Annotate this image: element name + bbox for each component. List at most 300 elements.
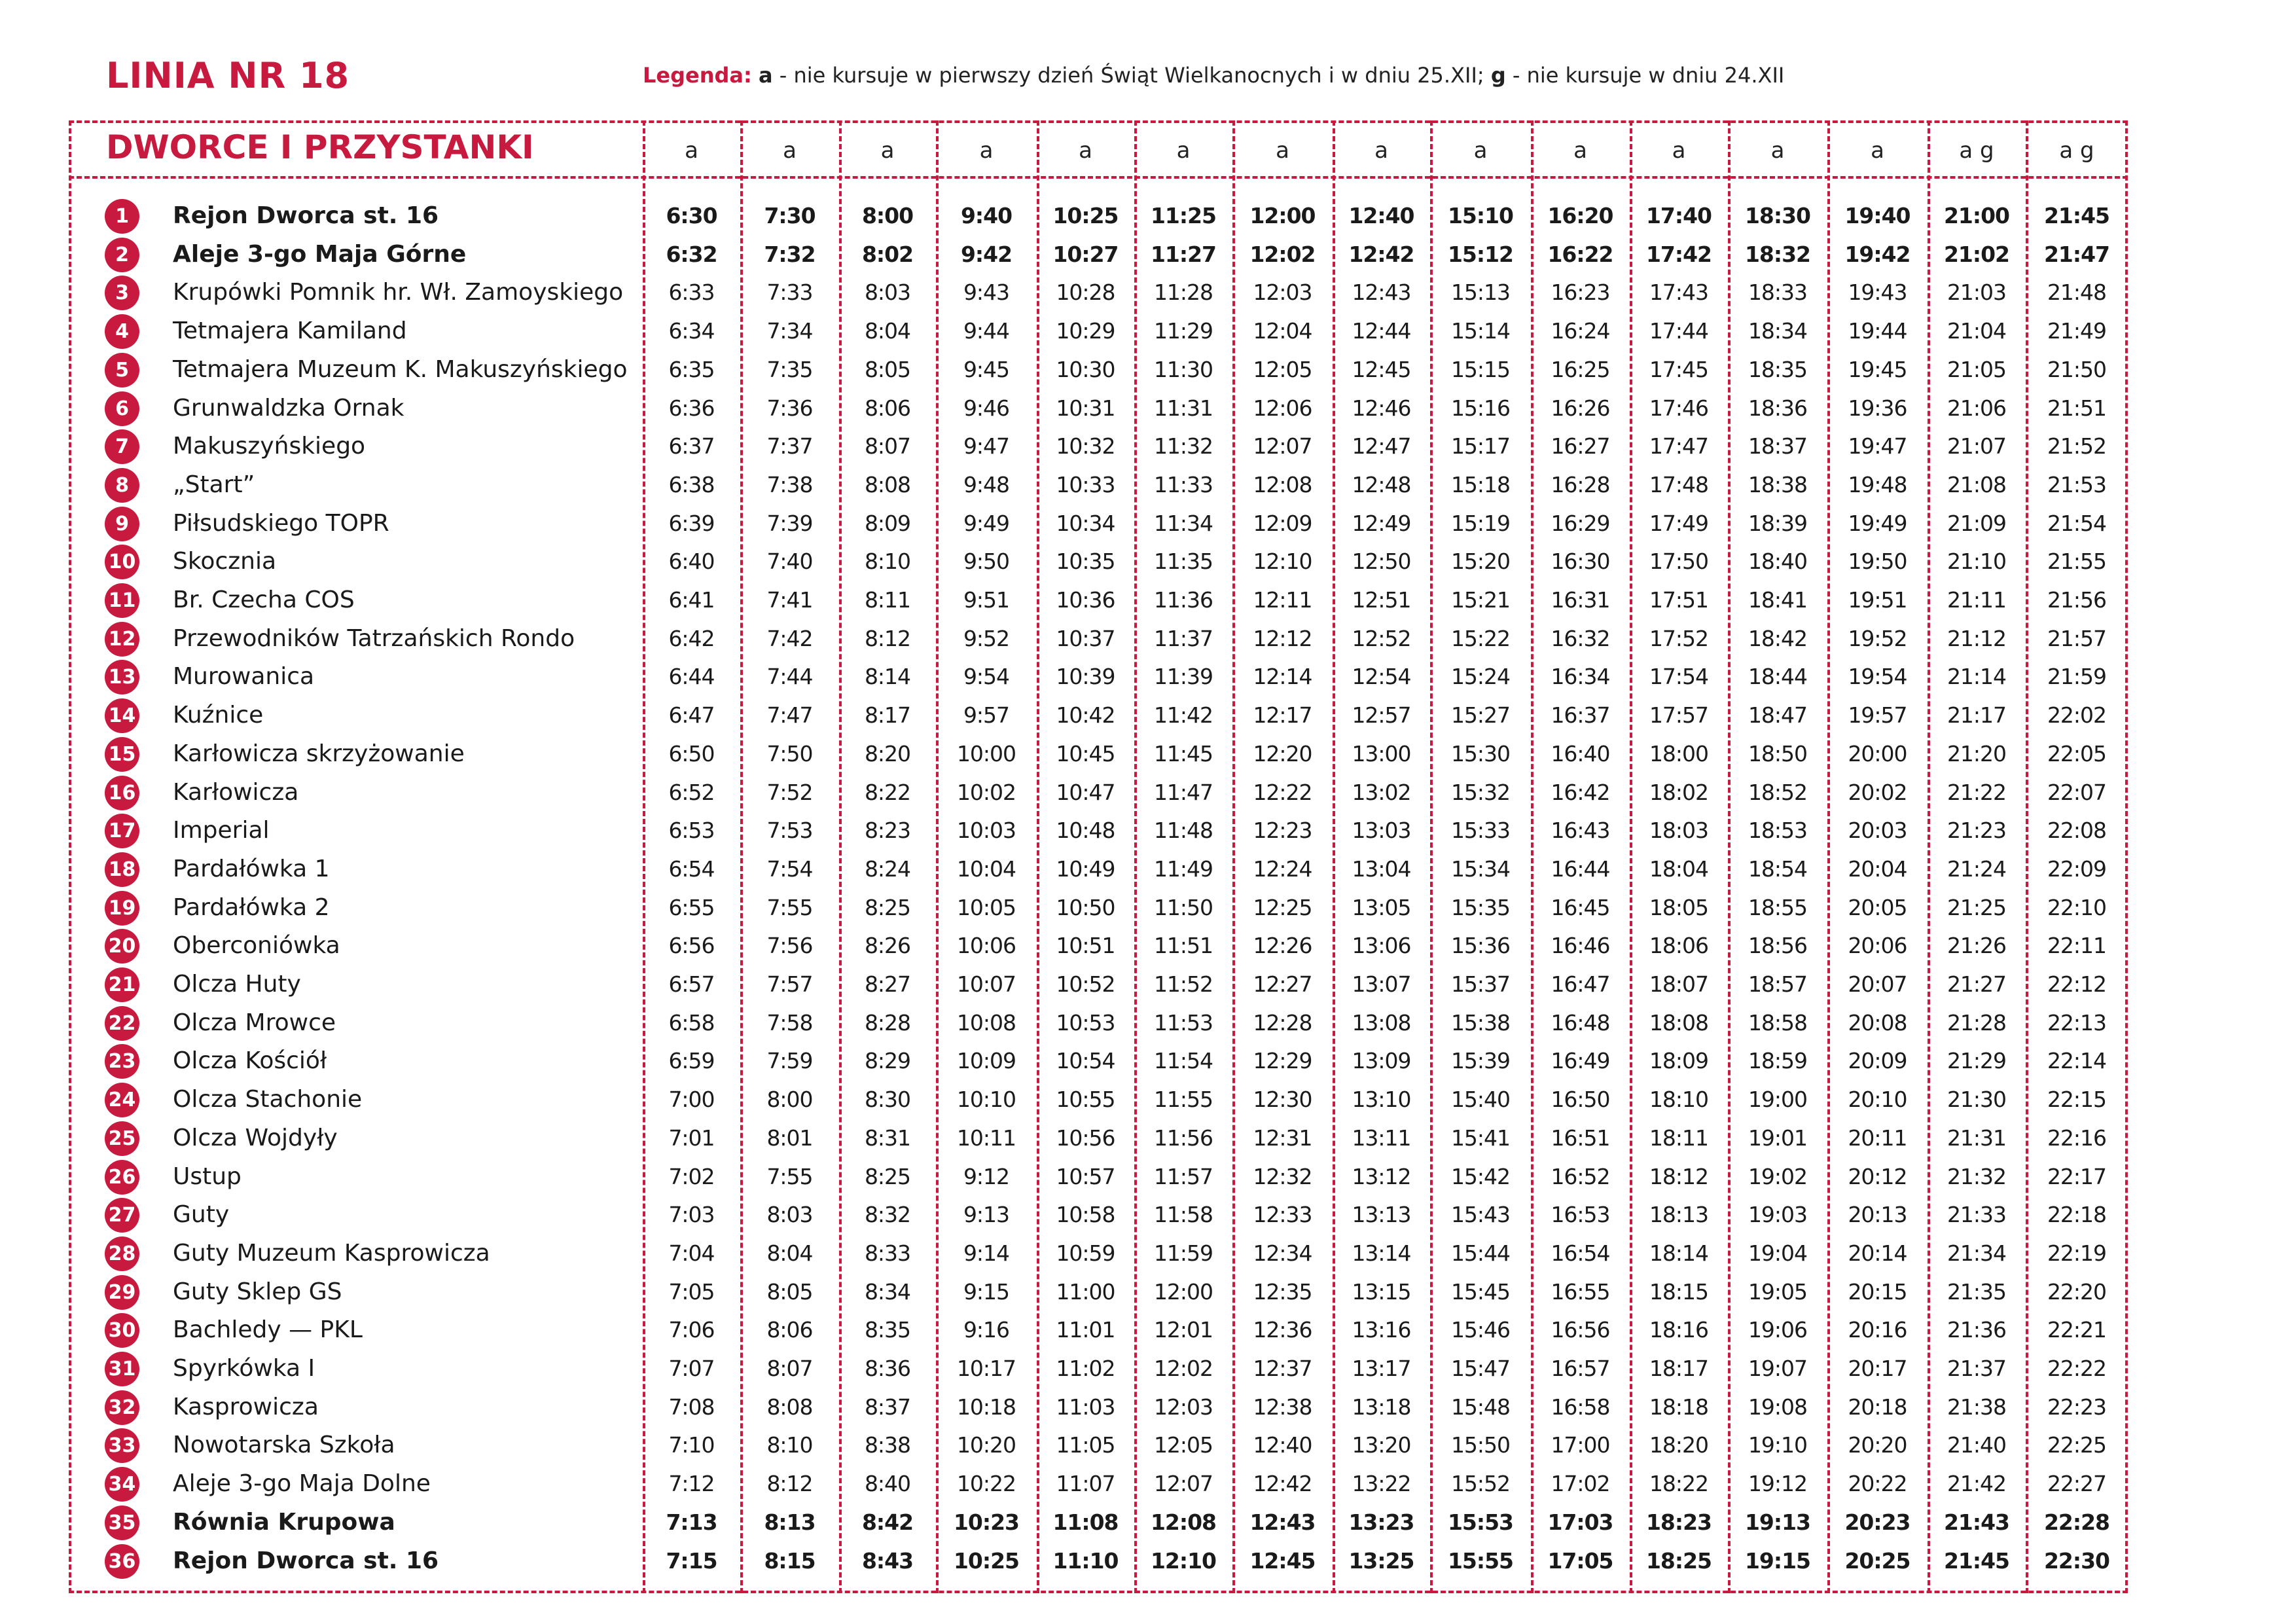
departure-time: 11:53 xyxy=(1153,1009,1213,1036)
departure-time: 12:10 xyxy=(1150,1547,1217,1574)
departure-time: 21:03 xyxy=(1946,280,2007,306)
departure-time: 9:47 xyxy=(963,433,1010,460)
stop-name: Olcza Stachonie xyxy=(173,1086,363,1113)
departure-time: 17:05 xyxy=(1547,1547,1613,1574)
departure-time: 8:31 xyxy=(864,1125,911,1151)
departure-time: 15:40 xyxy=(1450,1087,1511,1113)
departure-time: 15:46 xyxy=(1450,1317,1511,1343)
departure-time: 11:55 xyxy=(1153,1087,1213,1113)
departure-time: 19:06 xyxy=(1748,1317,1808,1343)
departure-time: 12:54 xyxy=(1352,664,1411,690)
departure-time: 13:04 xyxy=(1352,856,1411,882)
departure-time: 22:13 xyxy=(2047,1009,2107,1036)
departure-time: 7:34 xyxy=(766,318,813,344)
legend xyxy=(643,63,1784,88)
stop-number-badge: 27 xyxy=(105,1198,139,1233)
departure-time: 9:54 xyxy=(963,664,1010,690)
departure-time: 8:09 xyxy=(864,510,911,536)
departure-time: 21:49 xyxy=(2047,318,2107,344)
stop-number-badge: 16 xyxy=(105,776,139,810)
departure-time: 20:22 xyxy=(1848,1471,1907,1497)
departure-time: 21:55 xyxy=(2047,549,2107,575)
departure-time: 10:34 xyxy=(1056,510,1115,536)
departure-time: 18:20 xyxy=(1649,1432,1709,1458)
departure-time: 11:08 xyxy=(1052,1509,1119,1535)
departure-time: 10:47 xyxy=(1056,779,1115,805)
departure-time: 13:12 xyxy=(1352,1163,1411,1189)
departure-time: 16:28 xyxy=(1551,471,1610,497)
departure-time: 18:06 xyxy=(1649,933,1709,959)
departure-time: 15:16 xyxy=(1450,395,1511,421)
table-row xyxy=(0,1350,2296,1388)
stop-name: Rejon Dworca st. 16 xyxy=(173,1547,439,1574)
departure-time: 18:34 xyxy=(1748,318,1808,344)
stop-number-badge: 15 xyxy=(105,737,139,772)
departure-time: 10:58 xyxy=(1056,1202,1115,1228)
departure-time: 21:38 xyxy=(1946,1394,2007,1420)
departure-time: 16:40 xyxy=(1551,740,1610,767)
departure-time: 12:12 xyxy=(1253,625,1312,651)
departure-time: 17:54 xyxy=(1649,664,1709,690)
stop-name: Równia Krupowa xyxy=(173,1508,395,1536)
departure-time: 11:03 xyxy=(1056,1394,1115,1420)
departure-time: 12:35 xyxy=(1253,1278,1312,1305)
departure-time: 21:17 xyxy=(1946,702,2007,729)
departure-time: 7:47 xyxy=(766,702,813,729)
table-row xyxy=(0,389,2296,427)
departure-time: 10:17 xyxy=(956,1356,1016,1381)
column-divider xyxy=(1928,120,1930,1593)
departure-time: 21:35 xyxy=(1946,1278,2007,1305)
departure-time: 18:40 xyxy=(1748,549,1808,575)
departure-time: 16:22 xyxy=(1547,241,1613,267)
stop-number-badge: 36 xyxy=(105,1544,139,1579)
departure-time: 19:04 xyxy=(1748,1240,1808,1266)
departure-time: 11:50 xyxy=(1153,894,1213,920)
column-divider xyxy=(740,120,743,1593)
departure-time: 7:07 xyxy=(668,1356,715,1381)
departure-time: 7:44 xyxy=(766,664,813,690)
departure-time: 10:50 xyxy=(1056,894,1115,920)
departure-time: 22:09 xyxy=(2047,856,2107,882)
departure-time: 6:55 xyxy=(668,894,715,920)
stop-number-badge: 32 xyxy=(105,1390,139,1425)
departure-time: 11:29 xyxy=(1153,318,1213,344)
departure-time: 7:39 xyxy=(766,510,813,536)
departure-time: 8:29 xyxy=(864,1048,911,1074)
departure-time: 22:07 xyxy=(2047,779,2107,805)
departure-time: 9:48 xyxy=(963,471,1010,497)
departure-time: 16:43 xyxy=(1551,818,1610,844)
stop-name: Guty xyxy=(173,1201,230,1229)
departure-time: 16:23 xyxy=(1551,280,1610,306)
departure-time: 20:11 xyxy=(1848,1125,1907,1151)
departure-time: 10:30 xyxy=(1056,356,1115,382)
departure-time: 16:42 xyxy=(1551,779,1610,805)
departure-time: 18:53 xyxy=(1748,818,1808,844)
departure-time: 12:29 xyxy=(1253,1048,1312,1074)
departure-time: 7:05 xyxy=(668,1278,715,1305)
stop-name: Przewodników Tatrzańskich Rondo xyxy=(173,624,575,652)
table-row xyxy=(0,505,2296,543)
departure-time: 15:10 xyxy=(1447,203,1514,228)
table-row xyxy=(0,1196,2296,1234)
departure-time: 7:04 xyxy=(668,1240,715,1266)
departure-time: 13:05 xyxy=(1352,894,1411,920)
departure-time: 16:48 xyxy=(1551,1009,1610,1036)
departure-time: 8:17 xyxy=(864,702,911,729)
departure-time: 21:05 xyxy=(1946,356,2007,382)
departure-time: 6:38 xyxy=(668,471,715,497)
departure-time: 22:05 xyxy=(2047,740,2107,767)
departure-time: 20:09 xyxy=(1848,1048,1907,1074)
departure-time: 12:42 xyxy=(1348,241,1414,267)
stop-name: Olcza Wojdyły xyxy=(173,1124,338,1151)
departure-time: 20:12 xyxy=(1848,1163,1907,1189)
departure-time: 16:47 xyxy=(1551,971,1610,997)
departure-time: 15:18 xyxy=(1450,471,1511,497)
stop-number-badge: 3 xyxy=(105,276,139,310)
departure-time: 16:24 xyxy=(1551,318,1610,344)
departure-time: 18:17 xyxy=(1649,1356,1709,1381)
column-divider xyxy=(936,120,939,1593)
departure-time: 12:57 xyxy=(1352,702,1411,729)
departure-time: 11:54 xyxy=(1153,1048,1213,1074)
departure-time: 10:09 xyxy=(956,1048,1016,1074)
departure-time: 8:07 xyxy=(864,433,911,460)
table-row xyxy=(0,696,2296,734)
departure-time: 8:10 xyxy=(864,549,911,575)
departure-time: 15:42 xyxy=(1450,1163,1511,1189)
departure-time: 12:04 xyxy=(1253,318,1312,344)
departure-time: 7:33 xyxy=(766,280,813,306)
departure-time: 6:37 xyxy=(668,433,715,460)
departure-time: 13:08 xyxy=(1352,1009,1411,1036)
table-row xyxy=(0,1388,2296,1426)
departure-time: 17:00 xyxy=(1551,1432,1610,1458)
departure-time: 15:20 xyxy=(1450,549,1511,575)
departure-time: 19:10 xyxy=(1748,1432,1808,1458)
departure-time: 12:09 xyxy=(1253,510,1312,536)
departure-time: 11:30 xyxy=(1153,356,1213,382)
departure-time: 6:53 xyxy=(668,818,715,844)
departure-time: 21:53 xyxy=(2047,471,2107,497)
departure-time: 18:55 xyxy=(1748,894,1808,920)
stop-name: Olcza Mrowce xyxy=(173,1009,336,1036)
departure-time: 8:12 xyxy=(864,625,911,651)
departure-time: 18:16 xyxy=(1649,1317,1709,1343)
departure-time: 18:52 xyxy=(1748,779,1808,805)
departure-time: 11:34 xyxy=(1153,510,1213,536)
departure-time: 21:02 xyxy=(1943,241,2010,267)
departure-time: 21:22 xyxy=(1946,779,2007,805)
departure-time: 17:45 xyxy=(1649,356,1709,382)
departure-time: 10:39 xyxy=(1056,664,1115,690)
departure-time: 17:03 xyxy=(1547,1509,1613,1535)
table-row xyxy=(0,735,2296,773)
departure-time: 6:33 xyxy=(668,280,715,306)
departure-time: 21:54 xyxy=(2047,510,2107,536)
departure-time: 8:13 xyxy=(764,1509,816,1535)
departure-time: 13:06 xyxy=(1352,933,1411,959)
table-row xyxy=(0,1042,2296,1080)
legend-key-g: g xyxy=(1490,63,1506,88)
departure-time: 17:42 xyxy=(1645,241,1712,267)
departure-time: 18:58 xyxy=(1748,1009,1808,1036)
departure-time: 9:46 xyxy=(963,395,1010,421)
departure-time: 7:00 xyxy=(668,1087,715,1113)
stop-number-badge: 34 xyxy=(105,1467,139,1502)
departure-time: 9:45 xyxy=(963,356,1010,382)
departure-time: 10:05 xyxy=(956,894,1016,920)
departure-time: 19:36 xyxy=(1848,395,1907,421)
departure-time: 9:40 xyxy=(960,203,1013,228)
departure-time: 16:46 xyxy=(1551,933,1610,959)
stop-number-badge: 29 xyxy=(105,1275,139,1310)
departure-time: 19:49 xyxy=(1848,510,1907,536)
departure-time: 22:11 xyxy=(2047,933,2107,959)
departure-time: 21:10 xyxy=(1946,549,2007,575)
departure-time: 8:27 xyxy=(864,971,911,997)
departure-time: 11:00 xyxy=(1056,1278,1115,1305)
stop-name: Rejon Dworca st. 16 xyxy=(173,202,439,229)
departure-time: 8:25 xyxy=(864,894,911,920)
departure-time: 12:52 xyxy=(1352,625,1411,651)
departure-time: 17:57 xyxy=(1649,702,1709,729)
departure-time: 16:50 xyxy=(1551,1087,1610,1113)
stop-name: Aleje 3-go Maja Górne xyxy=(173,240,467,268)
departure-time: 12:08 xyxy=(1253,471,1312,497)
departure-time: 12:07 xyxy=(1153,1471,1213,1497)
departure-time: 8:00 xyxy=(766,1087,813,1113)
departure-time: 17:46 xyxy=(1649,395,1709,421)
column-divider xyxy=(1134,120,1137,1593)
table-row xyxy=(0,658,2296,696)
table-row xyxy=(0,543,2296,581)
departure-time: 12:28 xyxy=(1253,1009,1312,1036)
column-divider xyxy=(1630,120,1632,1593)
departure-time: 17:02 xyxy=(1551,1471,1610,1497)
departure-time: 11:33 xyxy=(1153,471,1213,497)
column-divider xyxy=(1531,120,1534,1593)
departure-time: 8:25 xyxy=(864,1163,911,1189)
departure-time: 21:56 xyxy=(2047,587,2107,613)
departure-time: 18:25 xyxy=(1645,1547,1712,1574)
departure-time: 10:35 xyxy=(1056,549,1115,575)
departure-time: 11:58 xyxy=(1153,1202,1213,1228)
departure-time: 12:07 xyxy=(1253,433,1312,460)
departure-time: 6:56 xyxy=(668,933,715,959)
table-row xyxy=(0,1273,2296,1311)
departure-time: 16:44 xyxy=(1551,856,1610,882)
departure-time: 22:30 xyxy=(2043,1547,2110,1574)
departure-time: 11:52 xyxy=(1153,971,1213,997)
departure-time: 19:40 xyxy=(1844,203,1910,228)
departure-time: 16:58 xyxy=(1551,1394,1610,1420)
departure-time: 11:49 xyxy=(1153,856,1213,882)
stop-name: Murowanica xyxy=(173,663,315,691)
departure-time: 15:30 xyxy=(1450,740,1511,767)
departure-time: 20:25 xyxy=(1844,1547,1910,1574)
departure-time: 11:57 xyxy=(1153,1163,1213,1189)
departure-time: 10:57 xyxy=(1056,1163,1115,1189)
departure-time: 15:50 xyxy=(1450,1432,1511,1458)
departure-time: 7:35 xyxy=(766,356,813,382)
departure-time: 10:10 xyxy=(956,1087,1016,1113)
departure-time: 21:47 xyxy=(2043,241,2110,267)
departure-time: 7:52 xyxy=(766,779,813,805)
departure-time: 12:40 xyxy=(1348,203,1414,228)
stop-name: Krupówki Pomnik hr. Wł. Zamoyskiego xyxy=(173,279,624,306)
departure-time: 10:28 xyxy=(1056,280,1115,306)
departure-time: 19:01 xyxy=(1748,1125,1808,1151)
departure-time: 8:38 xyxy=(864,1432,911,1458)
departure-time: 22:02 xyxy=(2047,702,2107,729)
departure-time: 15:53 xyxy=(1447,1509,1514,1535)
departure-time: 22:10 xyxy=(2047,894,2107,920)
departure-time: 8:23 xyxy=(864,818,911,844)
stop-name: Makuszyńskiego xyxy=(173,433,366,460)
departure-time: 18:10 xyxy=(1649,1087,1709,1113)
stop-name: Skocznia xyxy=(173,548,277,575)
stop-number-badge: 12 xyxy=(105,622,139,657)
departure-time: 21:40 xyxy=(1946,1432,2007,1458)
departure-time: 12:31 xyxy=(1253,1125,1312,1151)
departure-time: 15:43 xyxy=(1450,1202,1511,1228)
departure-time: 12:33 xyxy=(1253,1202,1312,1228)
departure-time: 12:43 xyxy=(1352,280,1411,306)
departure-time: 22:25 xyxy=(2047,1432,2107,1458)
departure-time: 15:15 xyxy=(1450,356,1511,382)
departure-time: 9:15 xyxy=(963,1278,1010,1305)
departure-time: 19:05 xyxy=(1748,1278,1808,1305)
departure-time: 10:08 xyxy=(956,1009,1016,1036)
departure-time: 21:26 xyxy=(1946,933,2007,959)
departure-time: 18:32 xyxy=(1744,241,1811,267)
stop-number-badge: 6 xyxy=(105,391,139,426)
departure-time: 11:07 xyxy=(1056,1471,1115,1497)
departure-time: 21:43 xyxy=(1943,1509,2010,1535)
column-header: a xyxy=(1176,137,1191,164)
departure-time: 21:50 xyxy=(2047,356,2107,382)
table-row xyxy=(0,312,2296,350)
departure-time: 6:54 xyxy=(668,856,715,882)
departure-time: 18:22 xyxy=(1649,1471,1709,1497)
departure-time: 18:44 xyxy=(1748,664,1808,690)
departure-time: 18:57 xyxy=(1748,971,1808,997)
departure-time: 21:37 xyxy=(1946,1356,2007,1381)
departure-time: 7:38 xyxy=(766,471,813,497)
departure-time: 12:22 xyxy=(1253,779,1312,805)
departure-time: 20:02 xyxy=(1848,779,1907,805)
departure-time: 12:24 xyxy=(1253,856,1312,882)
column-header: a xyxy=(1871,137,1884,164)
departure-time: 17:51 xyxy=(1649,587,1709,613)
departure-time: 8:05 xyxy=(766,1278,813,1305)
departure-time: 8:30 xyxy=(864,1087,911,1113)
table-row xyxy=(0,1158,2296,1196)
departure-time: 6:47 xyxy=(668,702,715,729)
column-header: a xyxy=(1770,137,1785,164)
departure-time: 19:08 xyxy=(1748,1394,1808,1420)
stop-number-badge: 10 xyxy=(105,545,139,579)
departure-time: 21:52 xyxy=(2047,433,2107,460)
stop-number-badge: 2 xyxy=(105,238,139,272)
departure-time: 6:34 xyxy=(668,318,715,344)
departure-time: 12:45 xyxy=(1352,356,1411,382)
departure-time: 16:31 xyxy=(1551,587,1610,613)
stop-name: Imperial xyxy=(173,817,270,844)
departure-time: 13:00 xyxy=(1352,740,1411,767)
departure-time: 9:44 xyxy=(963,318,1010,344)
stop-number-badge: 11 xyxy=(105,583,139,618)
stop-number-badge: 30 xyxy=(105,1313,139,1348)
departure-time: 15:36 xyxy=(1450,933,1511,959)
departure-time: 20:20 xyxy=(1848,1432,1907,1458)
departure-time: 12:01 xyxy=(1153,1317,1213,1343)
departure-time: 21:06 xyxy=(1946,395,2007,421)
column-header: a xyxy=(1079,137,1092,164)
table-row xyxy=(0,774,2296,812)
departure-time: 11:10 xyxy=(1052,1547,1119,1574)
departure-time: 8:15 xyxy=(764,1547,816,1574)
departure-time: 22:21 xyxy=(2047,1317,2107,1343)
departure-time: 21:04 xyxy=(1946,318,2007,344)
departure-time: 6:42 xyxy=(668,625,715,651)
departure-time: 11:37 xyxy=(1153,625,1213,651)
departure-time: 12:26 xyxy=(1253,933,1312,959)
departure-time: 17:49 xyxy=(1649,510,1709,536)
departure-time: 8:14 xyxy=(864,664,911,690)
departure-time: 17:43 xyxy=(1649,280,1709,306)
departure-time: 13:17 xyxy=(1352,1356,1411,1381)
departure-time: 13:18 xyxy=(1352,1394,1411,1420)
departure-time: 16:20 xyxy=(1547,203,1613,228)
departure-time: 9:52 xyxy=(963,625,1010,651)
departure-time: 16:37 xyxy=(1551,702,1610,729)
stop-name: Kuźnice xyxy=(173,702,264,729)
departure-time: 8:28 xyxy=(864,1009,911,1036)
departure-time: 8:04 xyxy=(766,1240,813,1266)
departure-time: 21:29 xyxy=(1946,1048,2007,1074)
departure-time: 19:50 xyxy=(1848,549,1907,575)
stop-name: Nowotarska Szkoła xyxy=(173,1432,395,1459)
column-divider xyxy=(2026,120,2028,1593)
departure-time: 15:21 xyxy=(1450,587,1511,613)
departure-time: 7:57 xyxy=(766,971,813,997)
stop-name: Br. Czecha COS xyxy=(173,586,355,613)
departure-time: 8:20 xyxy=(864,740,911,767)
departure-time: 7:12 xyxy=(668,1471,715,1497)
departure-time: 11:27 xyxy=(1150,241,1217,267)
departure-time: 18:30 xyxy=(1744,203,1811,228)
column-header: a xyxy=(1276,137,1289,164)
departure-time: 16:49 xyxy=(1551,1048,1610,1074)
departure-time: 22:08 xyxy=(2047,818,2107,844)
departure-time: 21:23 xyxy=(1946,818,2007,844)
stop-name: „Start” xyxy=(173,471,255,498)
departure-time: 11:31 xyxy=(1153,395,1213,421)
departure-time: 12:46 xyxy=(1352,395,1411,421)
departure-time: 8:08 xyxy=(766,1394,813,1420)
departure-time: 18:36 xyxy=(1748,395,1808,421)
departure-time: 10:31 xyxy=(1056,395,1115,421)
departure-time: 22:17 xyxy=(2047,1163,2107,1189)
departure-time: 19:12 xyxy=(1748,1471,1808,1497)
departure-time: 16:54 xyxy=(1551,1240,1610,1266)
table-row xyxy=(0,1235,2296,1272)
departure-time: 8:01 xyxy=(766,1125,813,1151)
